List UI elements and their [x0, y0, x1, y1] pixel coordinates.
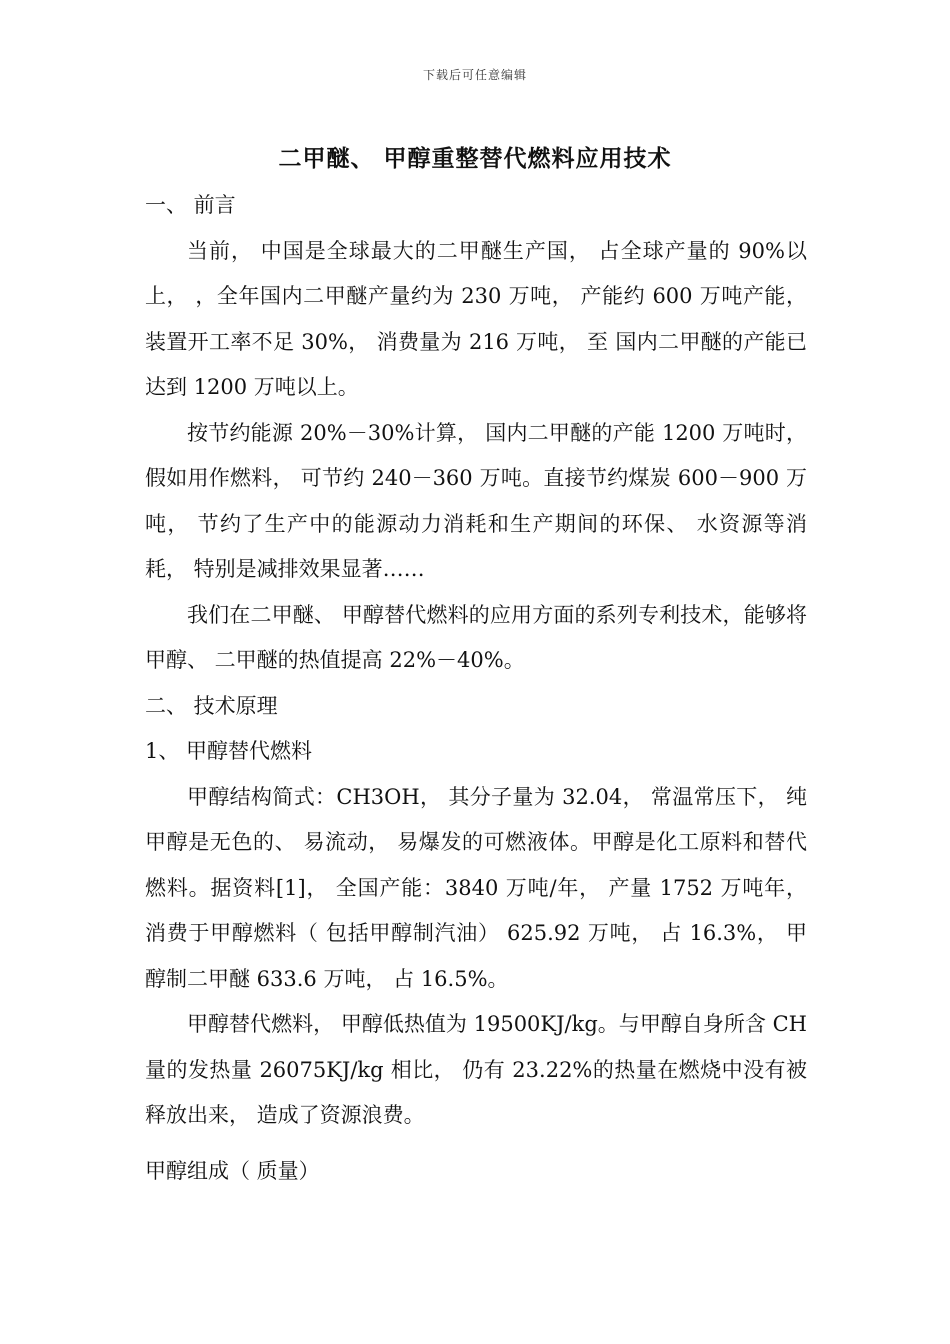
document-body — [145, 183, 807, 1194]
subsection-heading-methanol: 1、 甲醇替代燃料 — [145, 739, 313, 763]
composition-label: 甲醇组成（ 质量） — [145, 1158, 320, 1183]
header-note: 下载后可任意编辑 — [422, 68, 527, 82]
section-heading-principle: 二、 技术原理 — [145, 693, 278, 718]
paragraph-preface-1: 当前， 中国是全球最大的二甲醚生产国， 占全球产量的 90%以上， ，全年国内二甲醚产量约为 230 万吨， 产能约 600 万吨产能， 装置开工率不足 30%， 消费量为 216 万吨， 至 国内二甲醚的产能已达到 1200 万吨以上。 — [145, 238, 807, 399]
document-title: 二甲醚、 甲醇重整替代燃料应用技术 — [278, 146, 672, 172]
paragraph-preface-3: 我们在二甲醚、 甲醇替代燃料的应用方面的系列专利技术，能够将甲醇、 二甲醚的热值提高 22%－40%。 — [145, 602, 807, 672]
paragraph-methanol-structure: 甲醇结构简式：CH3OH， 其分子量为 32.04， 常温常压下， 纯甲醇是无色的、 易流动， 易爆发的可燃液体。甲醇是化工原料和替代燃料。据资料[1]， 全国产能：3840 万吨/年， 产量 1752 万吨年， 消费于甲醇燃料（ 包括甲醇制汽油） 625.92 万吨， 占 16.3%， 甲醇制二甲醚 633.6 万吨， 占 16.5%。 — [145, 784, 807, 991]
spacer — [145, 1139, 807, 1149]
paragraph-preface-2: 按节约能源 20%－30%计算， 国内二甲醚的产能 1200 万吨时，假如用作燃料， 可节约 240－360 万吨。直接节约煤炭 600－900 万吨， 节约了生产中的能源动力消耗和生产期间的环保、 水资源等消耗， 特别是减排效果显著…… — [145, 420, 807, 581]
paragraph-methanol-heat: 甲醇替代燃料， 甲醇低热值为 19500KJ/kg。与甲醇自身所含 CH 量的发热量 26075KJ/kg 相比， 仍有 23.22%的热量在燃烧中没有被释放出来， 造成了资源浪费。 — [145, 1012, 807, 1127]
section-heading-preface: 一、 前言 — [145, 193, 236, 217]
